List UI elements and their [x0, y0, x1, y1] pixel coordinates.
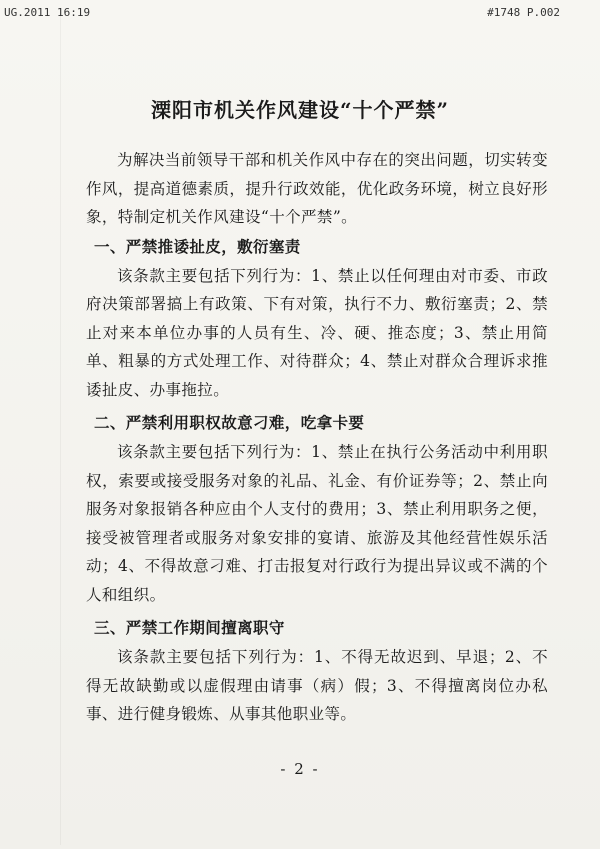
scan-shadow [60, 10, 61, 845]
intro-paragraph: 为解决当前领导干部和机关作风中存在的突出问题，切实转变作风，提高道德素质，提升行政效能，优化政务环境，树立良好形象，特制定机关作风建设“十个严禁”。 [86, 151, 548, 226]
fax-header [0, 6, 600, 22]
section-3-body: 该条款主要包括下列行为：1、不得无故迟到、早退；2、不得无故缺勤或以虚假理由请事（病）假；3、不得擅离岗位办私事、进行健身锻炼、从事其他职业等。 [86, 648, 548, 723]
section-1-body: 该条款主要包括下列行为：1、禁止以任何理由对市委、市政府决策部署搞上有政策、下有对策，执行不力、敷衍塞责；2、禁止对来本单位办事的人员有生、冷、硬、推态度；3、禁止用简单、粗暴的方式处理工作、对待群众；4、禁止对群众合理诉求推诿扯皮、办事拖拉。 [86, 266, 548, 399]
fax-timestamp: UG.2011 16:19 [4, 6, 91, 19]
document-body [86, 146, 548, 729]
section-1-heading: 一、严禁推诿扯皮，敷衍塞责 [94, 237, 301, 256]
page-number: - 2 - [280, 760, 320, 778]
section-3-heading: 三、严禁工作期间擅离职守 [94, 619, 285, 637]
fax-page-id: #1748 P.002 [487, 6, 560, 19]
section-2-heading: 二、严禁利用职权故意刁难，吃拿卡要 [94, 414, 365, 432]
section-2-body: 该条款主要包括下列行为：1、禁止在执行公务活动中利用职权，索要或接受服务对象的礼品、礼金、有价证券等；2、禁止向服务对象报销各种应由个人支付的费用；3、禁止利用职务之便，接受被管理者或服务对象安排的宴请、旅游及其他经营性娱乐活动；4、不得故意刁难、打击报复对行政行为提出异议或不满的个人和组织。 [86, 443, 548, 604]
document-title: 溧阳市机关作风建设“十个严禁” [150, 98, 449, 122]
